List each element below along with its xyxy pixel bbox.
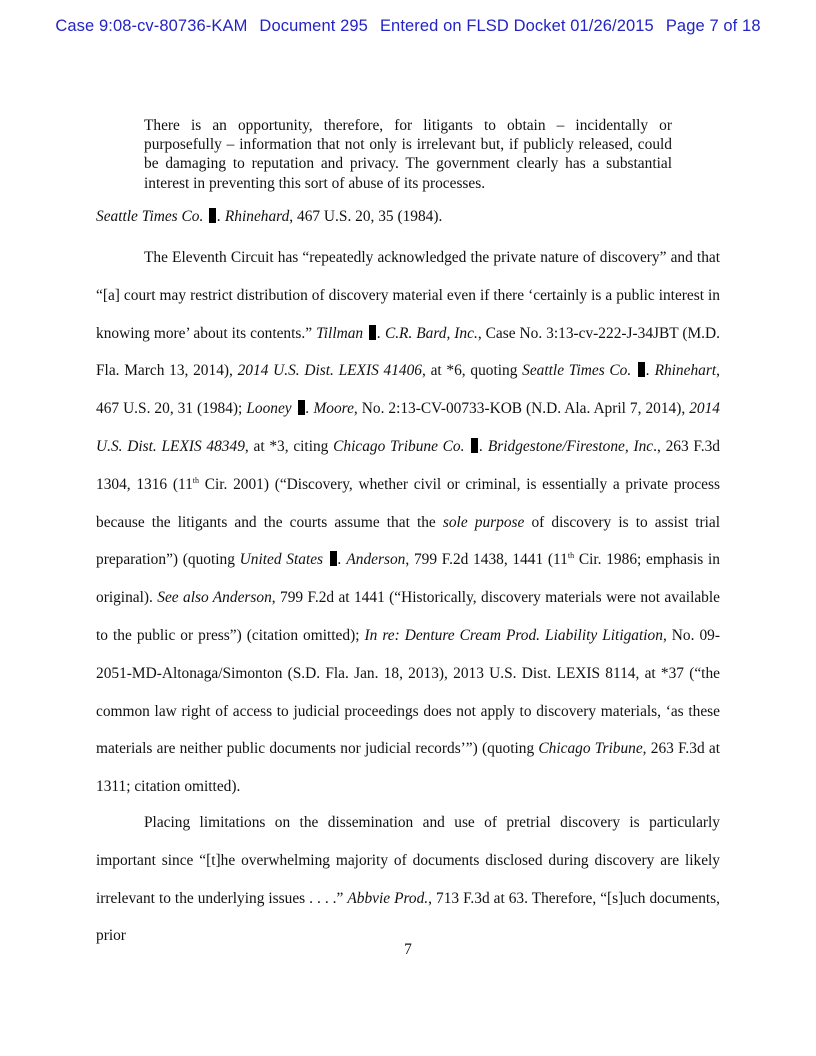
redaction-mark <box>638 362 645 377</box>
case-name: Tillman <box>316 324 364 342</box>
case-name: Seattle Times Co. <box>522 362 632 380</box>
text-run: The Eleventh Circuit has “repeatedly acknowledged the private nature of discovery” and that “[a] court may restrict distribution of discovery material even if there ‘certainly is a public interest in knowing more’ about its contents.” <box>96 249 720 342</box>
text-run: Placing limitations on the dissemination and use of pretrial discovery is particularly important since “[t]he overwhelming majority of documents disclosed during discovery are likely irrelevant to the underlying issues . . . .” <box>96 814 720 907</box>
case-name: Chicago Tribune Co. <box>333 437 465 455</box>
text-run: Cir. 2001) (“Discovery, whether civil or criminal, is essentially a private process because the litigants and the courts assume that the <box>96 475 720 531</box>
lexis-cite: 2014 U.S. Dist. LEXIS 48349 <box>96 400 720 455</box>
ecf-header <box>0 17 816 36</box>
paragraph-limitations <box>96 804 720 955</box>
emphasis: sole purpose <box>442 513 525 531</box>
text-run: of discovery is to assist trial preparation”) (quoting <box>96 513 721 569</box>
page-count: Page 7 of 18 <box>665 17 761 35</box>
lexis-cite: 2014 U.S. Dist. LEXIS 41406 <box>237 362 422 380</box>
text-run: , 467 U.S. 20, 31 (1984); <box>96 362 720 418</box>
citation-case-a: Seattle Times Co. <box>96 208 204 225</box>
page-number: 7 <box>404 941 412 958</box>
case-number: Case 9:08-cv-80736-KAM <box>55 17 248 35</box>
case-name: Anderson <box>346 551 406 569</box>
case-name: Bridgestone/Firestone, Inc <box>487 437 654 455</box>
case-name: See also Anderson <box>157 589 272 607</box>
citation-reporter: , 467 U.S. 20, 35 (1984). <box>289 208 443 225</box>
redaction-mark <box>330 551 337 566</box>
text-run: , 799 F.2d at 1441 (“Historically, discovery materials were not available to the public or press”) (citation omitted); <box>96 589 720 644</box>
redaction-mark <box>209 208 216 223</box>
citation-case-b: Rhinehard <box>224 208 290 225</box>
text-run: , at *3, citing <box>244 437 334 455</box>
ordinal-superscript: th <box>192 475 200 485</box>
paragraph-eleventh-circuit: The Eleventh Circuit has “repeatedly acknowledged the private nature of discovery” and that “[a] court may restrict distribution of discovery material even if there ‘certainly is a public interest in knowing more’ about its contents.” Tillman . C.R. Bard, Inc., Case No. 3:13-cv-222-J-34JBT (M.D. Fla. March 13, 2014), 2014 U.S. Dist. LEXIS 41406, at *6, quoting Seattle Times Co. . Rhinehart, 467 U.S. 20, 31 (1984); Looney . Moore, No. 2:13-CV-00733-KOB (N.D. Ala. April 7, 2014), 2014 U.S. Dist. LEXIS 48349, at *3, citing Chicago Tribune Co. . Bridgestone/Firestone, Inc., 263 F.3d 1304, 1316 (11th Cir. 2001) (“Discovery, whether civil or criminal, is essentially a private process because the litigants and the courts assume that the sole purpose of discovery is to assist trial preparation”) (quoting United States . Anderson, 799 F.2d 1438, 1441 (11th Cir. 1986; emphasis in original). See also Anderson, 799 F.2d at 1441 (“Historically, discovery materials were not available to the public or press”) (citation omitted); In re: Denture Cream Prod. Liability Litigation, No. 09-2051-MD-Altonaga/Simonton (S.D. Fla. Jan. 18, 2013), 2013 U.S. Dist. LEXIS 8114, at *37 (“the common law right of access to judicial proceedings does not apply to discovery materials, ‘as these materials are neither public documents nor judicial records’”) (quoting Chicago Tribune, 263 F.3d at 1311; citation omitted). <box>96 249 721 796</box>
text-run: , No. 2:13-CV-00733-KOB (N.D. Ala. April 7, 2014), <box>353 400 690 418</box>
case-name: United States <box>239 551 324 569</box>
redaction-mark <box>369 325 376 340</box>
docket-entry: Entered on FLSD Docket 01/26/2015 <box>379 17 654 35</box>
ordinal-superscript: th <box>567 551 575 561</box>
case-name: Moore <box>313 400 354 418</box>
text-run: , 263 F.3d at 1311; citation omitted). <box>96 740 720 796</box>
document-number: Document 295 <box>259 17 368 35</box>
text-run: , 799 F.2d 1438, 1441 (11 <box>405 551 568 569</box>
block-quote: There is an opportunity, therefore, for litigants to obtain – incidentally or purposefully – information that not only is irrelevant but, if publicly released, could be damaging to reputation and privacy. The government clearly has a substantial interest in preventing this sort of abuse of its processes. <box>144 117 672 192</box>
text-run: , 713 F.3d at 63. Therefore, “[s]uch documents, prior <box>96 889 721 945</box>
case-name: Abbvie Prod. <box>347 889 429 907</box>
case-name: In re: Denture Cream Prod. Liability Litigation <box>364 626 663 644</box>
text-run: , No. 09-2051-MD-Altonaga/Simonton (S.D. Fla. Jan. 18, 2013), 2013 U.S. Dist. LEXIS 8114, at *37 (“the common law right of access to judicial proceedings does not apply to discovery materials, ‘as these materials are neither public documents nor judicial records’”) (quoting <box>96 626 720 758</box>
redaction-mark <box>471 438 478 453</box>
text-run: , Case No. 3:13-cv-222-J-34JBT (M.D. Fla. March 13, 2014), <box>96 324 720 380</box>
case-name: Looney <box>246 400 292 418</box>
text-run: , at *6, quoting <box>422 362 523 380</box>
case-name: Rhinehart <box>654 362 717 380</box>
text-run: Cir. 1986; emphasis in original). <box>96 551 720 607</box>
text-run: ., 263 F.3d 1304, 1316 (11 <box>96 437 720 493</box>
case-name: Chicago Tribune <box>538 740 643 758</box>
case-name: C.R. Bard, Inc. <box>384 324 478 342</box>
redaction-mark <box>298 400 305 415</box>
citation: Seattle Times Co. . Rhinehard, 467 U.S. 20, 35 (1984). <box>96 208 443 225</box>
